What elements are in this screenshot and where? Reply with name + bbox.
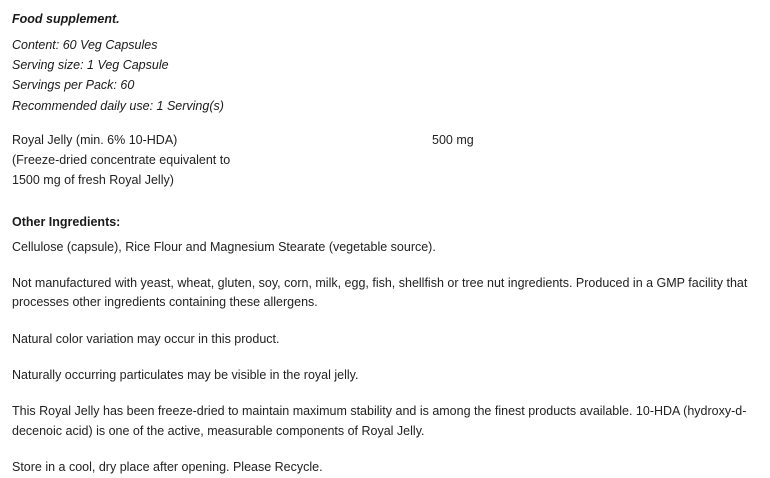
ingredient-table	[12, 130, 758, 191]
ingredient-subline: (Freeze-dried concentrate equivalent to	[12, 153, 231, 167]
serving-info-line: Content: 60 Veg Capsules	[12, 37, 158, 52]
ingredient-name: Royal Jelly (min. 6% 10-HDA)	[12, 132, 178, 147]
allergen-note: Not manufactured with yeast, wheat, gluten, soy, corn, milk, egg, fish, shellfish or tree nut ingredients. Produced in a GMP facility that processes other ingredients containing these allergens.	[12, 275, 748, 310]
particulates-note: Naturally occurring particulates may be visible in the royal jelly.	[12, 368, 359, 382]
color-variation-note: Natural color variation may occur in this product.	[12, 331, 280, 346]
serving-info-line: Recommended daily use: 1 Serving(s)	[12, 98, 224, 113]
serving-info-block	[12, 35, 758, 116]
product-description-note: This Royal Jelly has been freeze-dried to maintain maximum stability and is among the finest products available. 10-HDA (hydroxy-d-decenoic acid) is one of the active, measurable components of Royal Jelly.	[12, 404, 747, 438]
food-supplement-heading: Food supplement.	[12, 12, 120, 26]
storage-note: Store in a cool, dry place after opening. Please Recycle.	[12, 460, 323, 475]
other-ingredients-title: Other Ingredients:	[12, 214, 121, 229]
table-row	[12, 130, 758, 150]
ingredient-subline: 1500 mg of fresh Royal Jelly)	[12, 173, 174, 188]
other-ingredients-text: Cellulose (capsule), Rice Flour and Magnesium Stearate (vegetable source).	[12, 239, 436, 254]
serving-info-line: Servings per Pack: 60	[12, 78, 135, 93]
serving-info-line: Serving size: 1 Veg Capsule	[12, 58, 169, 72]
ingredient-amount: 500 mg	[432, 132, 474, 147]
